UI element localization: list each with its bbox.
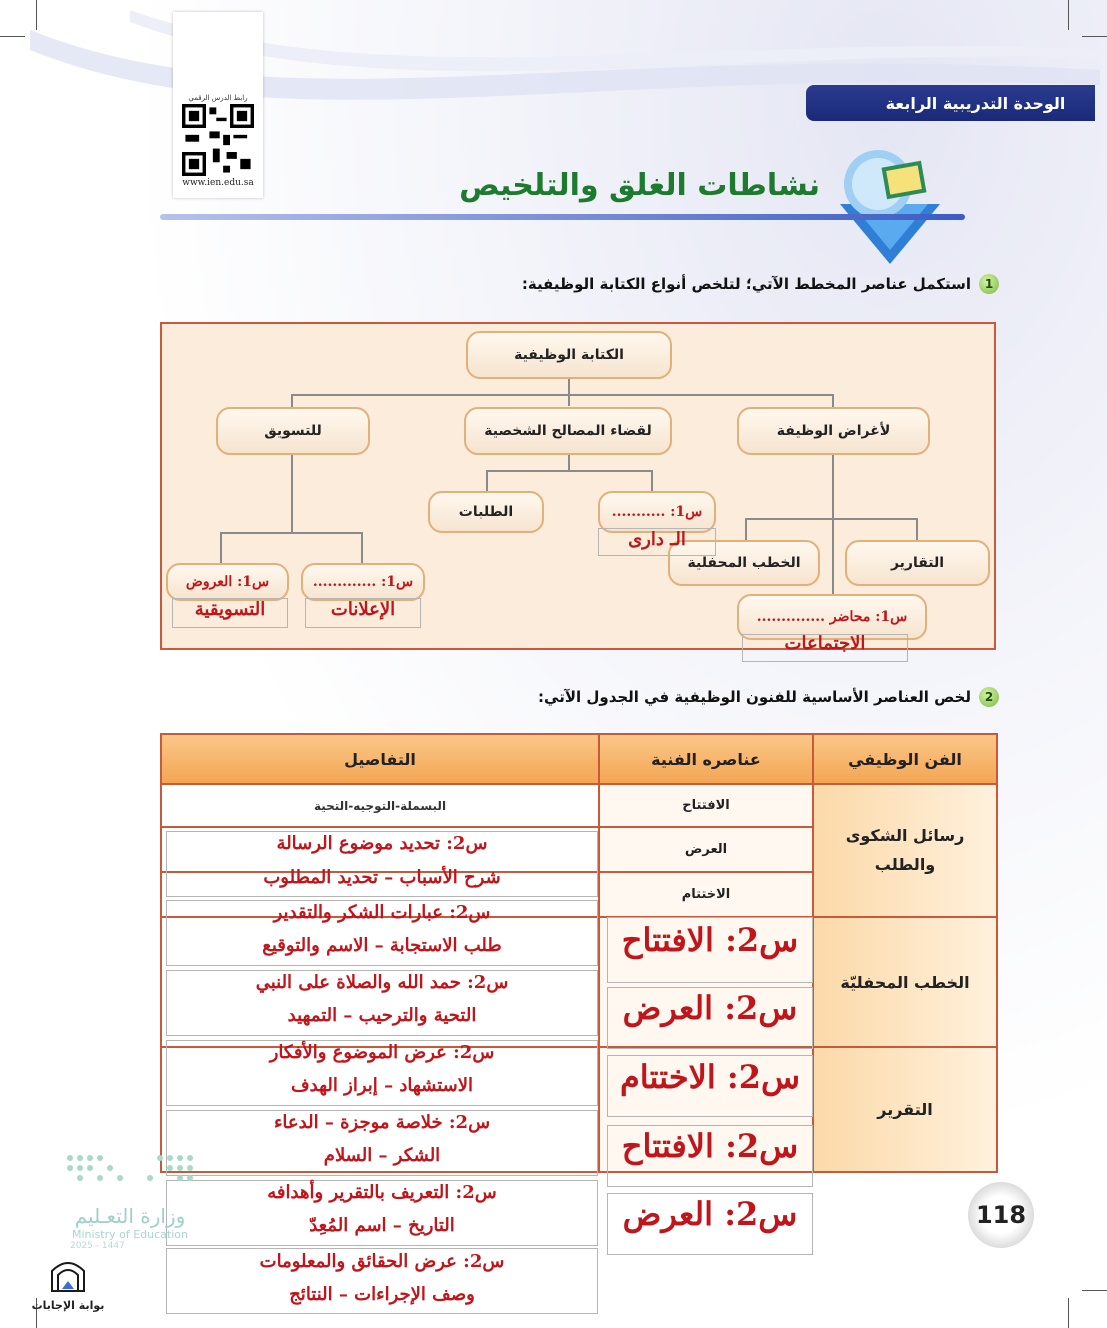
answer-offers: التسويقية <box>194 599 266 620</box>
crop-mark <box>1082 1290 1107 1291</box>
answer-detail: التاريخ – اسم المُعِدّ <box>309 1215 455 1236</box>
qr-url: www.ien.edu.sa <box>182 178 254 188</box>
table-row <box>161 784 997 827</box>
answer-detail: س2: عرض الموضوع والأفكار <box>269 1042 495 1063</box>
page-number: 118 <box>968 1182 1034 1248</box>
answer-detail: الشكر – السلام <box>323 1145 441 1166</box>
ministry-logo <box>60 1150 200 1260</box>
header-elements: عناصره الفنية <box>599 734 813 784</box>
node-marketing: للتسويق <box>216 407 370 455</box>
node-speeches: الخطب المحفلية <box>668 540 820 586</box>
question-1 <box>522 274 999 294</box>
ministry-name-en: Ministry of Education <box>71 1228 188 1241</box>
answer-minutes: الاجتماعات <box>784 633 866 654</box>
answer-detail: طلب الاستجابة – الاسم والتوقيع <box>262 935 502 956</box>
answer-detail: س2: عبارات الشكر والتقدير <box>273 902 491 923</box>
answer-detail: شرح الأسباب – تحديد المطلوب <box>263 867 501 888</box>
answer-detail: س2: خلاصة موجزة – الدعاء <box>273 1112 491 1133</box>
answers-portal-logo[interactable] <box>28 1255 108 1315</box>
table-header-row <box>161 734 997 784</box>
answer-detail: التحية والترحيب – التمهيد <box>287 1005 477 1026</box>
ministry-name-ar: وزارة التعـليم <box>74 1204 186 1228</box>
answer-element: س2: الافتتاح <box>621 1127 799 1165</box>
answer-detail: س2: التعريف بالتقرير وأهدافه <box>267 1182 497 1203</box>
detail-opening: البسملة-التوجيه-التحية <box>161 784 599 827</box>
portal-name: بوابة الإجابات <box>31 1299 105 1312</box>
lesson-icon <box>830 146 950 266</box>
header-art: الفن الوظيفي <box>813 734 997 784</box>
diagram-root-node: الكتابة الوظيفية <box>466 331 672 379</box>
node-minutes: س1: محاضر .............. <box>737 594 927 640</box>
node-reports: التقارير <box>845 540 990 586</box>
unit-banner: الوحدة التدريبية الرابعة <box>806 85 1095 121</box>
node-ads: س1: ............. <box>301 563 425 601</box>
answer-personal: الـ دارى <box>628 529 686 550</box>
qr-code-icon[interactable] <box>182 104 254 176</box>
answer-detail: س2: عرض الحقائق والمعلومات <box>259 1251 505 1272</box>
answer-element: س2: الافتتاح <box>621 921 799 959</box>
ministry-year: 2025 - 1447 <box>70 1241 125 1251</box>
answer-element: س2: العرض <box>622 1195 798 1233</box>
header-details: التفاصيل <box>161 734 599 784</box>
ministry-dots-icon <box>60 1150 200 1200</box>
question-number-badge: 2 <box>979 687 999 707</box>
qr-label: رابط الدرس الرقمي <box>188 94 248 102</box>
answer-element: س2: العرض <box>622 989 798 1027</box>
answer-detail: س2: تحديد موضوع الرسالة <box>276 833 488 854</box>
question-number-badge: 1 <box>979 274 999 294</box>
crop-mark <box>0 36 25 37</box>
elem-opening: الافتتاح <box>599 784 813 827</box>
answer-detail: س2: حمد الله والصلاة على النبي <box>255 972 509 993</box>
title-underline <box>160 214 965 220</box>
elem-body: العرض <box>599 827 813 872</box>
question-1-text: استكمل عناصر المخطط الآتي؛ لتلخص أنواع الكتابة الوظيفية: <box>521 275 971 293</box>
qr-card[interactable] <box>173 12 263 198</box>
elem-closing: الاختتام <box>599 872 813 917</box>
answer-detail: الاستشهاد – إبراز الهدف <box>291 1075 473 1096</box>
crop-mark <box>1068 1298 1069 1328</box>
node-offers: س1: العروض <box>166 563 289 601</box>
art-speeches: الخطب المحفليّة <box>813 917 997 1047</box>
question-2-text: لخص العناصر الأساسية للفنون الوظيفية في الجدول الآتي: <box>538 688 971 706</box>
portal-book-icon <box>48 1255 88 1295</box>
node-blank-personal: س1: ........... <box>598 491 716 533</box>
question-2 <box>538 687 999 707</box>
lesson-title: نشاطات الغلق والتلخيص <box>459 168 820 203</box>
answer-ads: الإعلانات <box>330 599 396 620</box>
answer-detail: وصف الإجراءات – النتائج <box>289 1284 475 1305</box>
answer-element: س2: الاختتام <box>619 1058 801 1096</box>
node-requests: الطلبات <box>428 491 544 533</box>
node-job-purposes: لأغراض الوظيفة <box>737 407 930 455</box>
art-report: التقرير <box>813 1047 997 1172</box>
art-complaint: رسائل الشكوى والطلب <box>813 784 997 917</box>
node-personal-interests: لقضاء المصالح الشخصية <box>464 407 672 455</box>
